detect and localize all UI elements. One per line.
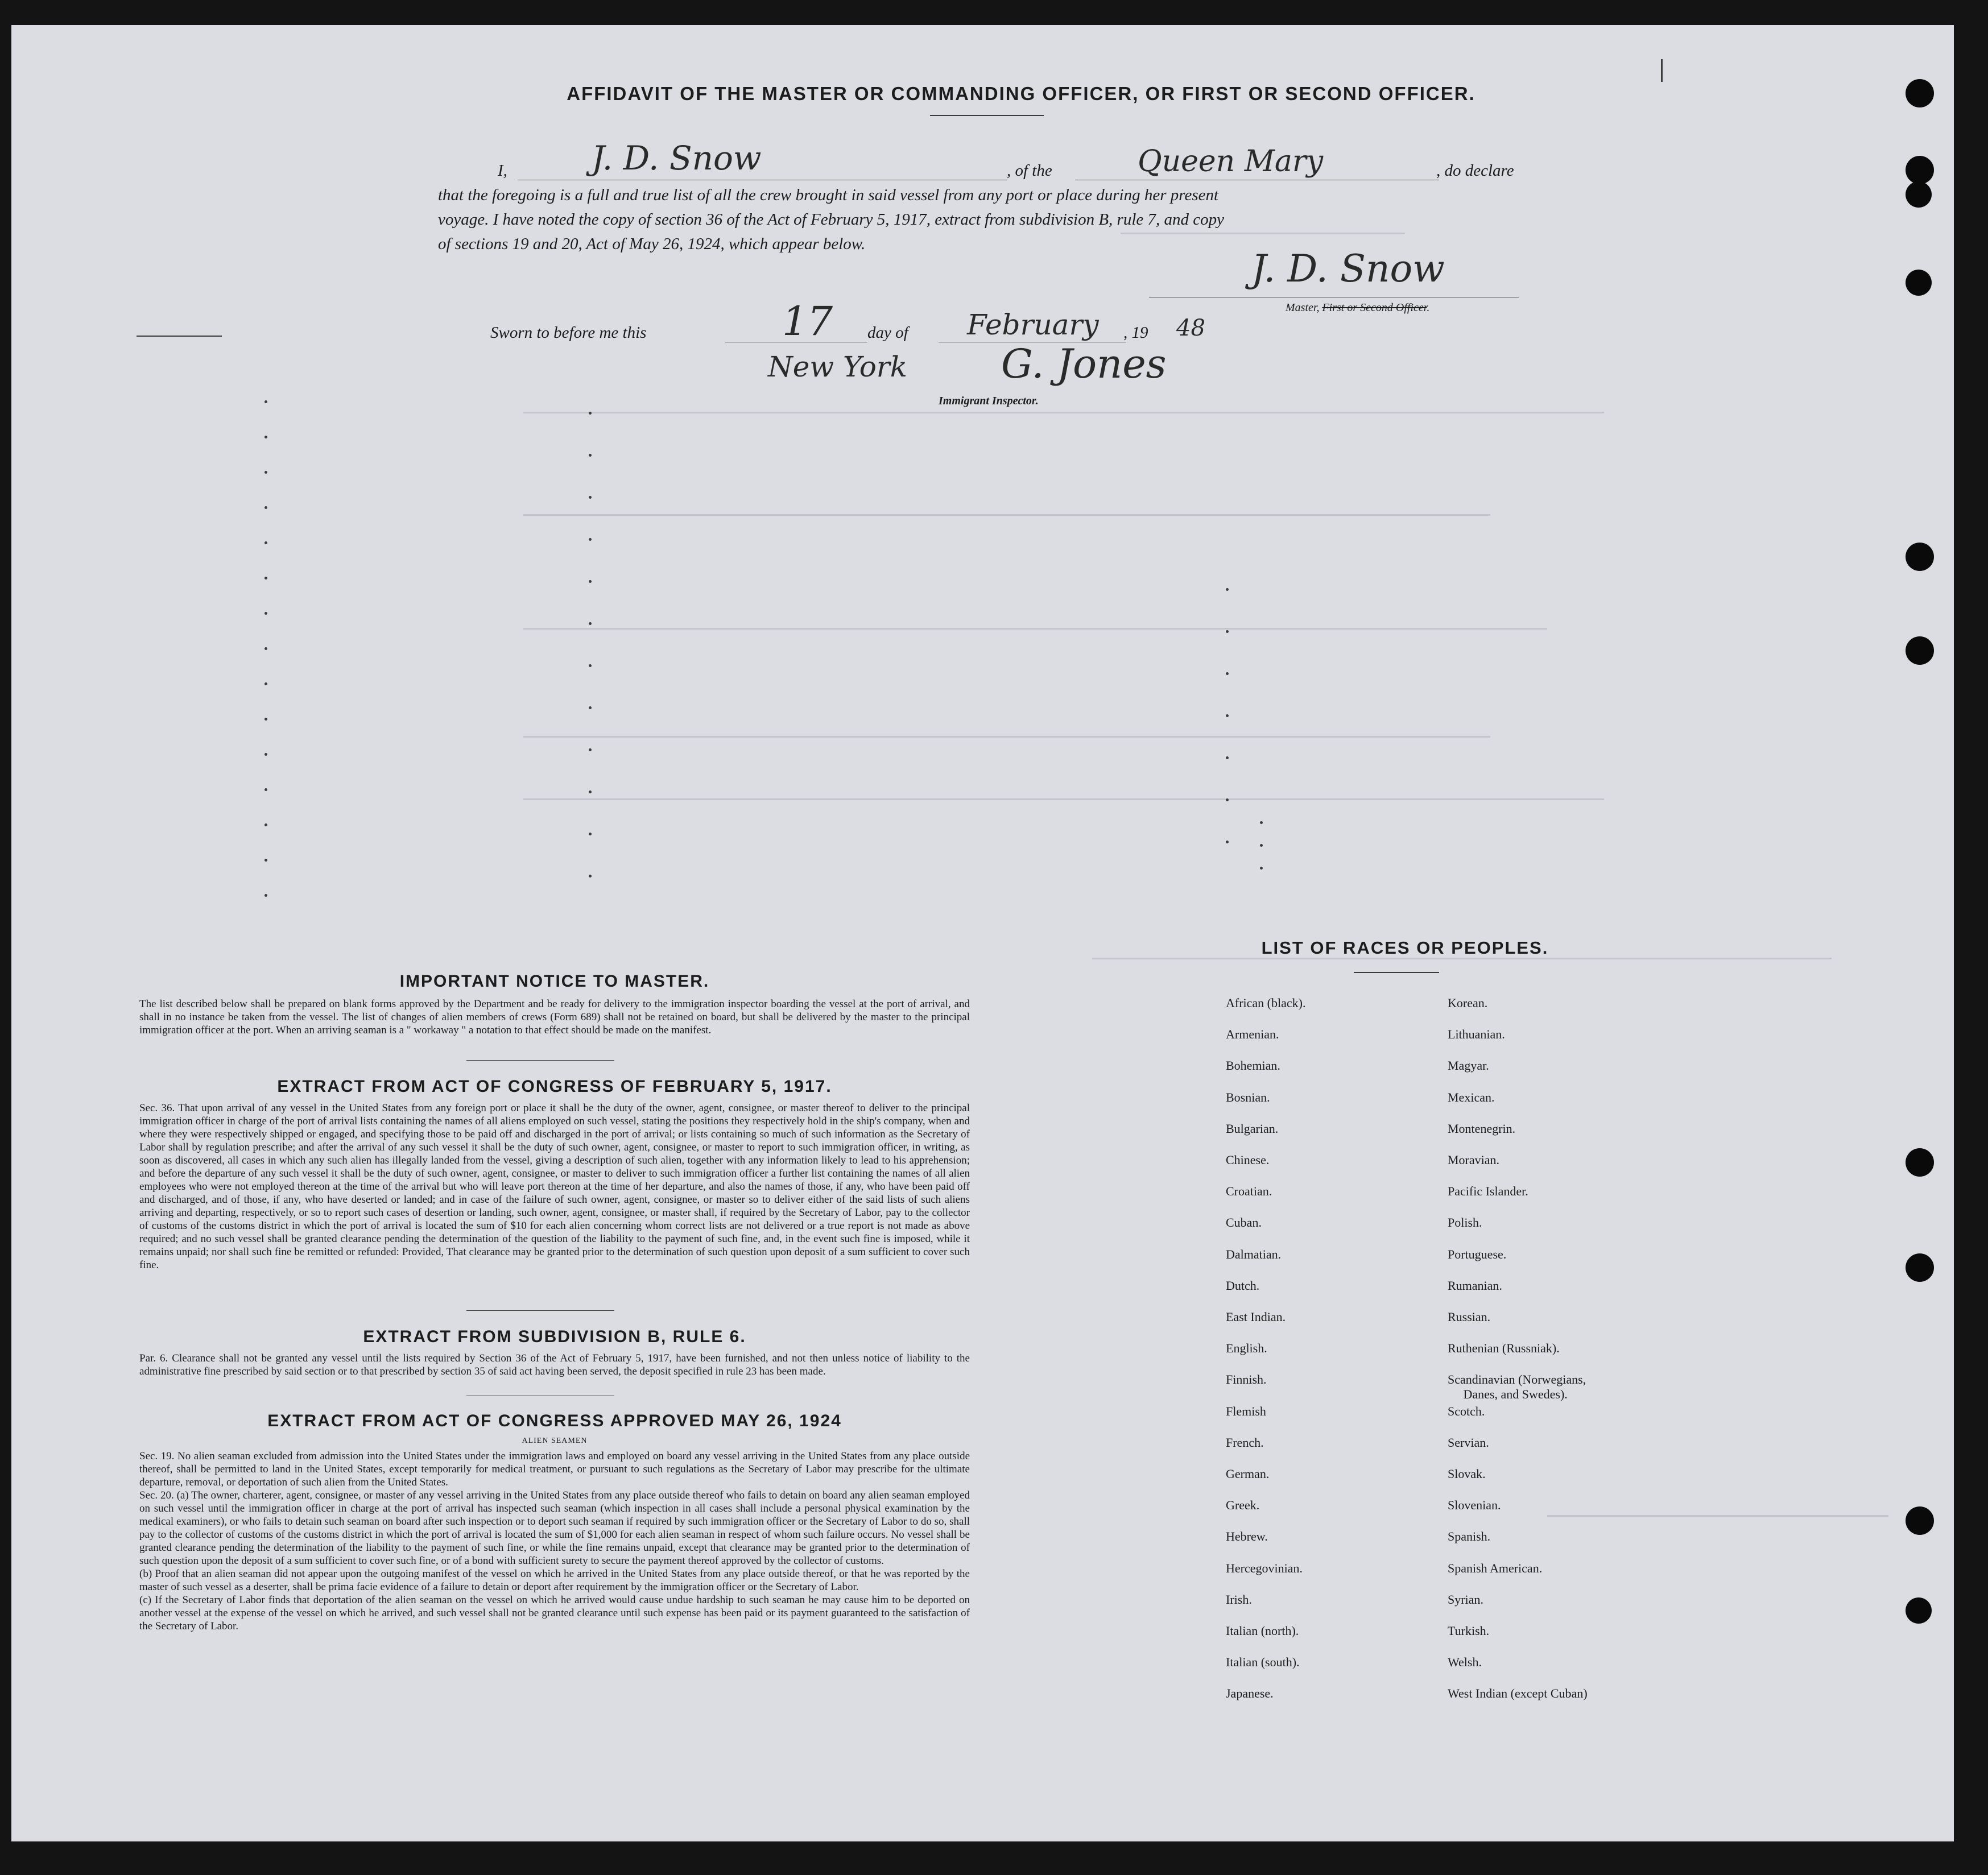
dot-mark bbox=[1226, 756, 1229, 759]
dot-mark bbox=[264, 400, 267, 403]
race-item: German. bbox=[1226, 1467, 1270, 1481]
race-item: Mexican. bbox=[1448, 1090, 1495, 1104]
master-label bbox=[1286, 301, 1429, 314]
race-item: Pacific Islander. bbox=[1448, 1184, 1528, 1199]
margin-tick bbox=[1661, 59, 1663, 82]
race-item: Bulgarian. bbox=[1226, 1121, 1279, 1136]
punch-hole bbox=[1906, 270, 1932, 296]
dot-mark bbox=[264, 718, 267, 721]
dot-mark bbox=[264, 753, 267, 756]
dot-mark bbox=[1226, 841, 1229, 843]
margin-mark bbox=[137, 336, 222, 337]
race-item: West Indian (except Cuban) bbox=[1448, 1686, 1588, 1701]
dot-mark bbox=[1226, 714, 1229, 717]
race-item: Russian. bbox=[1448, 1310, 1491, 1324]
race-item: Scandinavian (Norwegians, Danes, and Swedes). bbox=[1448, 1372, 1586, 1402]
race-item: Italian (north). bbox=[1226, 1624, 1299, 1638]
punch-hole bbox=[1906, 156, 1934, 184]
dot-mark bbox=[589, 748, 592, 751]
section-rule bbox=[466, 1060, 614, 1061]
dot-mark bbox=[264, 682, 267, 685]
dot-mark bbox=[264, 541, 267, 544]
dot-mark bbox=[264, 647, 267, 650]
race-item: Bosnian. bbox=[1226, 1090, 1270, 1104]
inspector-signature: G. Jones bbox=[1001, 341, 1167, 387]
dot-mark bbox=[264, 436, 267, 438]
subdivision-title: EXTRACT FROM SUBDIVISION B, RULE 6. bbox=[363, 1327, 746, 1346]
extract-1917-title: EXTRACT FROM ACT OF CONGRESS OF FEBRUARY 5, 1917. bbox=[277, 1077, 832, 1096]
race-item: Cuban. bbox=[1226, 1215, 1262, 1230]
of-the-label: , of the bbox=[1007, 162, 1052, 180]
race-item: Spanish. bbox=[1448, 1529, 1491, 1544]
dot-mark bbox=[264, 894, 267, 897]
bleed-through-line bbox=[1547, 1515, 1888, 1517]
struck-officer-text: First or Second Officer bbox=[1322, 301, 1427, 314]
notice-title: IMPORTANT NOTICE TO MASTER. bbox=[399, 972, 710, 991]
race-item: Japanese. bbox=[1226, 1686, 1274, 1701]
race-item: Croatian. bbox=[1226, 1184, 1272, 1199]
master-name-handwritten: J. D. Snow bbox=[592, 139, 762, 177]
year-prefix: , 19 bbox=[1123, 324, 1148, 342]
race-item: Flemish bbox=[1226, 1404, 1266, 1418]
race-item: Italian (south). bbox=[1226, 1655, 1300, 1670]
section-19-text: Sec. 19. No alien seaman excluded from admission into the United States under the immigration laws and employed on board any vessel arriving in the United States from any place outside thereof, shall be permitted to land in the United States, except temporarily for medical treatment, or pursuant to such regulations as the Secretary of Labor may prescribe for the ultimate departure, removal, or deportation of such alien from the United States. bbox=[139, 1450, 970, 1488]
race-item: Magyar. bbox=[1448, 1058, 1489, 1073]
extract-1924-title: EXTRACT FROM ACT OF CONGRESS APPROVED MAY 26, 1924 bbox=[267, 1412, 842, 1430]
punch-hole bbox=[1906, 543, 1934, 571]
do-declare-label: , do declare bbox=[1436, 162, 1514, 180]
inspector-label: Immigrant Inspector. bbox=[939, 395, 1039, 407]
day-of-label: day of bbox=[867, 324, 908, 342]
race-item: Hercegovinian. bbox=[1226, 1561, 1303, 1575]
master-signature: J. D. Snow bbox=[1251, 247, 1445, 291]
race-item: Polish. bbox=[1448, 1215, 1482, 1230]
dot-mark bbox=[1260, 867, 1263, 870]
race-item: Irish. bbox=[1226, 1592, 1252, 1607]
race-item: Slovenian. bbox=[1448, 1498, 1501, 1513]
dot-mark bbox=[589, 790, 592, 793]
race-item: Ruthenian (Russniak). bbox=[1448, 1341, 1560, 1356]
dot-mark bbox=[1260, 821, 1263, 824]
races-title: LIST OF RACES OR PEOPLES. bbox=[1261, 938, 1549, 958]
dot-mark bbox=[264, 788, 267, 791]
section-20a-text: Sec. 20. (a) The owner, charterer, agent, consignee, or master of any vessel arriving in the United States from any place outside thereof who fails to detain on board any alien seaman employed on such vessel until the immigration officer in charge at the port of arrival has inspected such seaman (which inspection in all cases shall include a personal physical examination by the medical examiners), or who fails to detain such seaman on board after such inspection or to deport such seaman if required by such immigration officer or the Secretary of Labor to do so, shall pay to the collector of customs of the customs district in which the port of arrival is located the sum of $1,000 for each alien seaman in respect of whom such failure occurs. No vessel shall be granted clearance pending the determination of the liability to the payment of such fine, or while the fine remains unpaid, except that clearance may be granted prior to the determination of such question upon the deposit of a sum sufficient to cover such fine, or of a bond with sufficient surety to secure the payment thereof approved by the collector of customs. bbox=[139, 1489, 970, 1567]
race-item: Dutch. bbox=[1226, 1278, 1260, 1293]
dot-mark bbox=[1226, 588, 1229, 591]
dot-mark bbox=[264, 612, 267, 615]
bleed-through-line bbox=[523, 412, 1604, 413]
punch-hole bbox=[1906, 1148, 1934, 1177]
subdivision-text: Par. 6. Clearance shall not be granted any vessel until the lists required by Section 36 of the Act of February 5, 1917, have been furnished, and not then unless notice of liability to the administrative fine prescribed by said section or to that prescribed by section 35 of said act having been served, the deposit specified in rule 23 has been made. bbox=[139, 1352, 970, 1377]
title-rule bbox=[930, 115, 1044, 116]
dot-mark bbox=[589, 833, 592, 835]
extract-1924-body bbox=[139, 1450, 970, 1633]
year-handwritten: 48 bbox=[1176, 315, 1205, 341]
dot-mark bbox=[1226, 672, 1229, 675]
sworn-label: Sworn to before me this bbox=[490, 324, 647, 342]
dot-mark bbox=[1226, 798, 1229, 801]
affidavit-line-4: of sections 19 and 20, Act of May 26, 1924, which appear below. bbox=[438, 235, 866, 253]
race-item: Moravian. bbox=[1448, 1153, 1500, 1167]
dot-mark bbox=[589, 706, 592, 709]
race-item: Greek. bbox=[1226, 1498, 1260, 1513]
section-rule bbox=[466, 1310, 614, 1311]
race-item: Montenegrin. bbox=[1448, 1121, 1516, 1136]
race-item: Rumanian. bbox=[1448, 1278, 1502, 1293]
dot-mark bbox=[589, 875, 592, 878]
bleed-through-line bbox=[1121, 233, 1405, 234]
affidavit-title: AFFIDAVIT OF THE MASTER OR COMMANDING OFFICER, OR FIRST OR SECOND OFFICER. bbox=[567, 83, 1475, 104]
dot-mark bbox=[589, 580, 592, 583]
section-20b-text: (b) Proof that an alien seaman did not appear upon the outgoing manifest of the vessel on which he arrived in the United States from any place outside thereof, or that he was reported by the master of such vessel as a deserter, shall be prima facie evidence of a failure to detain or deport after requirement by the immigration officer or the Secretary of Labor. bbox=[139, 1568, 970, 1593]
section-20c-text: (c) If the Secretary of Labor finds that deportation of the alien seaman on the vessel on which he arrived would cause undue hardship to such seaman he may cause him to be deported on another vessel at the expense of the vessel on which he arrived, and such vessel shall not be granted clearance until such expense has been paid or its payment guaranteed to the satisfaction of the Secretary of Labor. bbox=[139, 1594, 970, 1632]
race-item: Servian. bbox=[1448, 1435, 1489, 1450]
race-item: Korean. bbox=[1448, 996, 1488, 1010]
punch-hole bbox=[1906, 1506, 1934, 1535]
master-label-text: Master, bbox=[1286, 301, 1322, 314]
race-item: Turkish. bbox=[1448, 1624, 1490, 1638]
punch-hole bbox=[1906, 1253, 1934, 1282]
dot-mark bbox=[264, 577, 267, 580]
punch-hole bbox=[1906, 1597, 1932, 1624]
race-item: Slovak. bbox=[1448, 1467, 1486, 1481]
race-item: Scotch. bbox=[1448, 1404, 1485, 1418]
race-item: Chinese. bbox=[1226, 1153, 1270, 1167]
master-label-end: . bbox=[1427, 301, 1430, 314]
race-item: Lithuanian. bbox=[1448, 1027, 1505, 1042]
race-item: Armenian. bbox=[1226, 1027, 1279, 1042]
punch-hole bbox=[1906, 636, 1934, 665]
vessel-name-handwritten: Queen Mary bbox=[1138, 144, 1324, 179]
notice-text: The list described below shall be prepared on blank forms approved by the Department and be ready for delivery to the immigration inspector boarding the vessel at the port of arrival, and shall in no instance be taken from the vessel. The list of changes of alien members of crews (Form 689) shall not be retained on board, but shall be delivered by the master to the principal immigration officer at the port. When an arriving seaman is a " workaway " a notation to that effect should be made on the manifest. bbox=[139, 998, 970, 1036]
dot-mark bbox=[264, 506, 267, 509]
affidavit-i: I, bbox=[498, 162, 507, 180]
punch-hole bbox=[1906, 79, 1934, 107]
race-item: Welsh. bbox=[1448, 1655, 1482, 1670]
race-item: English. bbox=[1226, 1341, 1267, 1356]
dot-mark bbox=[264, 471, 267, 474]
race-item: Dalmatian. bbox=[1226, 1247, 1282, 1261]
race-item: Bohemian. bbox=[1226, 1058, 1280, 1073]
race-item: Syrian. bbox=[1448, 1592, 1483, 1607]
day-handwritten: 17 bbox=[782, 298, 833, 345]
punch-hole bbox=[1906, 181, 1932, 208]
place-handwritten: New York bbox=[768, 350, 907, 383]
month-handwritten: February bbox=[967, 308, 1099, 341]
extract-1917-text: Sec. 36. That upon arrival of any vessel in the United States from any foreign port or place it shall be the duty of the owner, agent, consignee, or master thereof to deliver to the principal immigration officer in charge of the port of arrival lists containing the names of all aliens employed on such vessel, stating the positions they respectively hold in the ship's company, when and where they were respectively shipped or engaged, and specifying those to be paid off and discharged in the port of arrival; or lists containing so much of such information as the Secretary of Labor shall by regulation prescribe; and after the arrival of any such vessel it shall be the duty of such owner, agent, consignee, or master to report to such immigration officer, in writing, as soon as discovered, all cases in which any such alien has illegally landed from the vessel, giving a description of such alien, together with any information likely to lead to his apprehension; and before the departure of any such vessel it shall be the duty of such owner, agent, consignee, or master to deliver to such immigration officer a further list containing the names of all alien employees who were not employed thereon at the time of the arrival but who will leave port thereon at the time of her departure, and also the names of those, if any, who have been paid off and discharged, and of those, if any, who have deserted or landed; and in case of the failure of such owner, agent, consignee, or master so to deliver either of the said lists of such aliens arriving and departing, respectively, or so to report such cases of desertion or landing, such owner, agent, consignee, or master shall, if required by the Secretary of Labor, pay to the collector of customs of the customs district in which the port of arrival is located the sum of $10 for each alien concerning whom correct lists are not delivered or a true report is not made as above required; and no such vessel shall be granted clearance pending the determination of the question of the liability to the payment of such fine, and, in the event such fine is imposed, while it remains unpaid; nor shall such fine be remitted or refunded: Provided, That clearance may be granted prior to the determination of such question upon deposit of a sum sufficient to cover such fine. bbox=[139, 1102, 970, 1271]
race-item: Portuguese. bbox=[1448, 1247, 1507, 1261]
document-page bbox=[11, 25, 1954, 1841]
dot-mark bbox=[589, 454, 592, 457]
dot-mark bbox=[589, 412, 592, 415]
bleed-through-line bbox=[523, 736, 1490, 738]
race-item: French. bbox=[1226, 1435, 1264, 1450]
race-item: Finnish. bbox=[1226, 1372, 1267, 1387]
affidavit-line-2: that the foregoing is a full and true list of all the crew brought in said vessel from any port or place during her present bbox=[438, 186, 1219, 204]
bleed-through-line bbox=[523, 798, 1604, 800]
dot-mark bbox=[589, 664, 592, 667]
bleed-through-line bbox=[523, 514, 1490, 516]
race-item: East Indian. bbox=[1226, 1310, 1286, 1324]
race-item: Hebrew. bbox=[1226, 1529, 1268, 1544]
alien-seamen-subtitle: ALIEN SEAMEN bbox=[522, 1437, 588, 1445]
dot-mark bbox=[589, 622, 592, 625]
race-item: Spanish American. bbox=[1448, 1561, 1543, 1575]
dot-mark bbox=[264, 859, 267, 862]
affidavit-line-3: voyage. I have noted the copy of section 36 of the Act of February 5, 1917, extract from subdivision B, rule 7, and copy bbox=[438, 210, 1225, 229]
dot-mark bbox=[264, 823, 267, 826]
dot-mark bbox=[1226, 630, 1229, 633]
races-title-rule bbox=[1354, 972, 1439, 973]
bleed-through-line bbox=[523, 628, 1547, 630]
race-item: African (black). bbox=[1226, 996, 1306, 1010]
dot-mark bbox=[589, 538, 592, 541]
dot-mark bbox=[1260, 844, 1263, 847]
dot-mark bbox=[589, 496, 592, 499]
